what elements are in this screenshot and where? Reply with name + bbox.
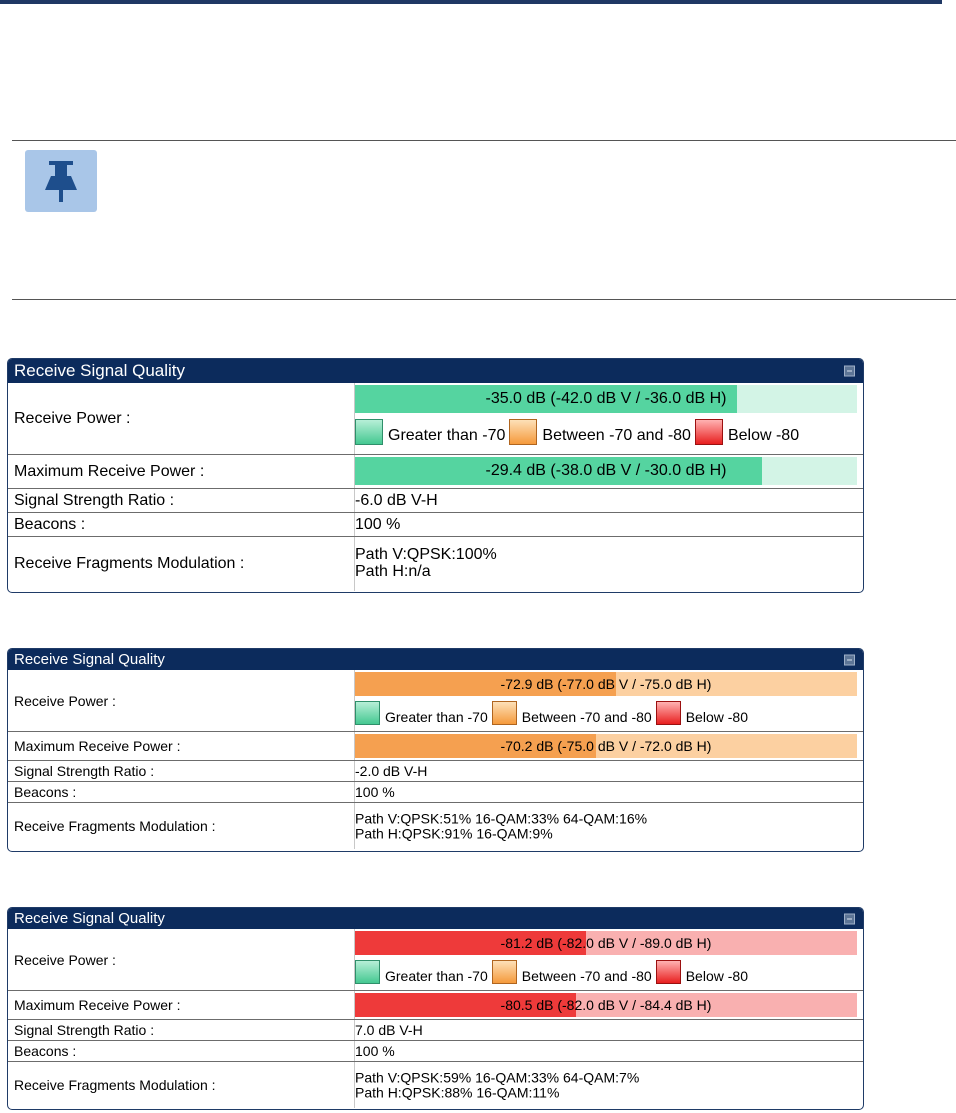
signal-strength-ratio-label: Signal Strength Ratio : — [14, 763, 155, 779]
panel-header — [8, 649, 863, 670]
legend-green-swatch — [355, 701, 380, 725]
receive-power-bar — [355, 931, 857, 955]
collapse-button[interactable] — [844, 366, 855, 377]
signal-strength-ratio-value: 7.0 dB V-H — [355, 1022, 423, 1038]
max-receive-power-value: -29.4 dB (-38.0 dB V / -30.0 dB H) — [485, 462, 727, 479]
panel-header — [8, 359, 863, 383]
note-top-divider — [12, 140, 956, 141]
max-receive-power-label: Maximum Receive Power : — [14, 997, 181, 1013]
legend-green-label: Greater than -70 — [385, 968, 488, 984]
fragments-modulation-row — [8, 537, 863, 591]
signal-strength-ratio-row — [8, 489, 863, 513]
collapse-button[interactable] — [844, 913, 855, 924]
legend-orange-label: Between -70 and -80 — [542, 427, 691, 444]
fragments-modulation-row — [8, 803, 863, 849]
legend-red-label: Below -80 — [685, 709, 748, 725]
receive-power-value: -72.9 dB (-77.0 dB V / -75.0 dB H) — [500, 676, 712, 692]
signal-legend — [355, 419, 803, 445]
legend-green-swatch — [355, 419, 383, 445]
beacons-value: 100 % — [355, 784, 395, 800]
pushpin-icon — [25, 150, 97, 212]
beacons-row — [8, 1041, 863, 1062]
receive-power-bar — [355, 385, 857, 413]
beacons-value: 100 % — [355, 1043, 395, 1059]
max-receive-power-value: -80.5 dB (-82.0 dB V / -84.4 dB H) — [500, 997, 712, 1013]
signal-strength-ratio-row — [8, 1020, 863, 1041]
max-receive-power-row — [8, 991, 863, 1020]
signal-strength-ratio-row — [8, 761, 863, 782]
panel-header — [8, 908, 863, 929]
legend-orange-swatch — [492, 960, 517, 984]
fragments-modulation-label: Receive Fragments Modulation : — [14, 818, 216, 834]
max-receive-power-label: Maximum Receive Power : — [14, 462, 205, 480]
top-rule — [0, 0, 942, 4]
max-receive-power-bar — [355, 457, 857, 485]
max-receive-power-row — [8, 455, 863, 489]
receive-power-label: Receive Power : — [14, 692, 116, 709]
max-receive-power-bar — [355, 734, 857, 758]
legend-orange-swatch — [509, 419, 537, 445]
beacons-row — [8, 513, 863, 537]
receive-signal-quality-panel — [7, 907, 864, 1110]
max-receive-power-bar — [355, 993, 857, 1017]
legend-orange-label: Between -70 and -80 — [521, 709, 652, 725]
path-v-modulation: Path V:QPSK:59% 16-QAM:33% 64-QAM:7% — [355, 1069, 640, 1086]
legend-green-swatch — [355, 960, 380, 984]
signal-strength-ratio-value: -6.0 dB V-H — [355, 491, 438, 509]
legend-green-label: Greater than -70 — [385, 709, 488, 725]
beacons-value: 100 % — [355, 515, 401, 533]
receive-power-row — [8, 670, 863, 732]
path-v-modulation: Path V:QPSK:51% 16-QAM:33% 64-QAM:16% — [355, 810, 648, 827]
receive-power-label: Receive Power : — [14, 951, 116, 968]
path-v-modulation: Path V:QPSK:100% — [355, 546, 497, 564]
receive-signal-quality-panel — [7, 358, 864, 593]
receive-power-value: -81.2 dB (-82.0 dB V / -89.0 dB H) — [500, 935, 712, 951]
beacons-row — [8, 782, 863, 803]
collapse-button[interactable] — [844, 654, 855, 665]
legend-orange-label: Between -70 and -80 — [521, 968, 652, 984]
signal-strength-ratio-label: Signal Strength Ratio : — [14, 1022, 155, 1038]
panel-title: Receive Signal Quality — [14, 361, 186, 380]
note-bottom-divider — [12, 299, 956, 300]
legend-orange-swatch — [492, 701, 517, 725]
beacons-label: Beacons : — [14, 784, 77, 800]
beacons-label: Beacons : — [14, 1043, 77, 1059]
receive-power-value: -35.0 dB (-42.0 dB V / -36.0 dB H) — [485, 390, 727, 407]
signal-strength-ratio-value: -2.0 dB V-H — [355, 763, 428, 779]
legend-red-label: Below -80 — [727, 427, 800, 444]
fragments-modulation-row — [8, 1062, 863, 1108]
path-h-modulation: Path H:n/a — [355, 563, 431, 580]
path-h-modulation: Path H:QPSK:88% 16-QAM:11% — [355, 1084, 560, 1100]
receive-power-row — [8, 383, 863, 455]
fragments-modulation-label: Receive Fragments Modulation : — [14, 1077, 216, 1093]
receive-power-row — [8, 929, 863, 991]
signal-strength-ratio-label: Signal Strength Ratio : — [14, 491, 175, 509]
legend-red-swatch — [656, 701, 681, 725]
signal-legend — [355, 960, 752, 984]
max-receive-power-row — [8, 732, 863, 761]
panel-title: Receive Signal Quality — [14, 651, 165, 668]
legend-red-label: Below -80 — [685, 968, 748, 984]
legend-red-swatch — [656, 960, 681, 984]
signal-legend — [355, 701, 752, 725]
beacons-label: Beacons : — [14, 515, 86, 533]
legend-red-swatch — [695, 419, 723, 445]
receive-power-label: Receive Power : — [14, 409, 131, 427]
receive-signal-quality-panel — [7, 648, 864, 852]
max-receive-power-value: -70.2 dB (-75.0 dB V / -72.0 dB H) — [500, 738, 712, 754]
receive-power-bar — [355, 672, 857, 696]
panel-title: Receive Signal Quality — [14, 910, 165, 927]
max-receive-power-label: Maximum Receive Power : — [14, 738, 181, 754]
fragments-modulation-label: Receive Fragments Modulation : — [14, 555, 245, 572]
legend-green-label: Greater than -70 — [388, 427, 506, 444]
path-h-modulation: Path H:QPSK:91% 16-QAM:9% — [355, 825, 553, 841]
